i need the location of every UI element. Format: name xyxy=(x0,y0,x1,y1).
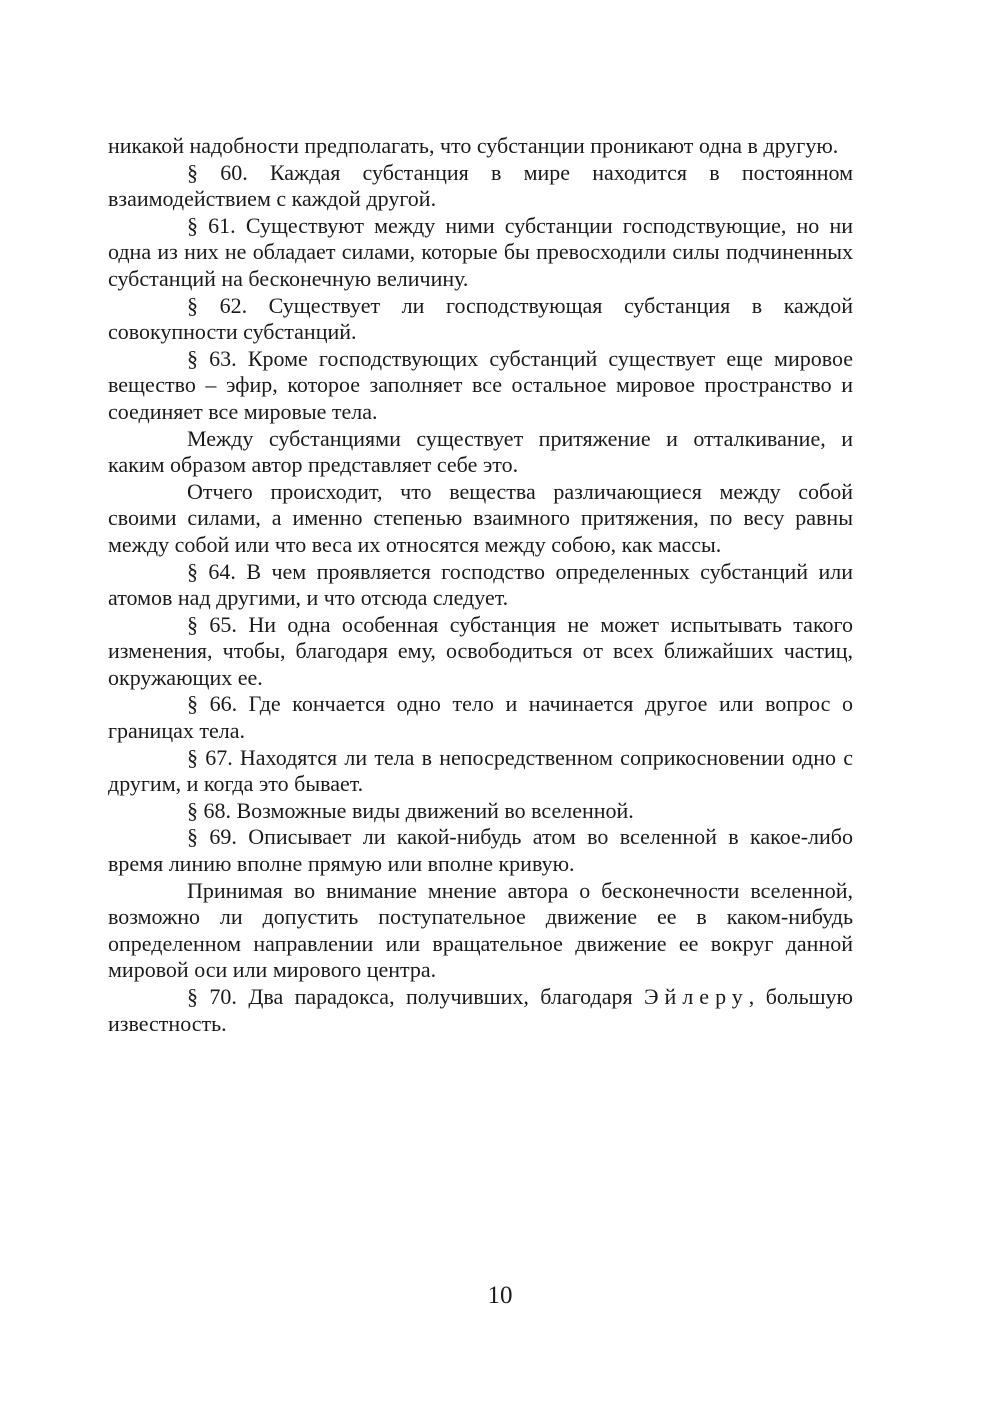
section-70-name-euler: Эйлеру xyxy=(644,984,749,1009)
paragraph-section-63: § 63. Кроме господствующих субстанций существует еще мировое вещество – эфир, которое заполняет все остальное мировое пространство и соединяет все мировые тела. xyxy=(108,345,853,424)
paragraph-section-66: § 66. Где кончается одно тело и начинается другое или вопрос о границах тела. xyxy=(108,691,853,744)
paragraph-section-67: § 67. Находятся ли тела в непосредственном соприкосновении одно с другим, и когда это бывает. xyxy=(108,744,853,797)
paragraph-section-60: § 60. Каждая субстанция в мире находится в постоянном взаимодействием с каждой другой. xyxy=(108,159,853,212)
paragraph-infinity-universe: Принимая во внимание мнение автора о бесконечности вселенной, возможно ли допустить поступательное движение ее в каком-нибудь определенном направлении или вращательное движение ее вокруг данной мировой оси или мирового центра. xyxy=(108,877,853,983)
paragraph-section-61: § 61. Существуют между ними субстанции господствующие, но ни одна из них не обладает силами, которые бы превосходили силы подчиненных субстанций на бесконечную величину. xyxy=(108,212,853,291)
document-body xyxy=(108,133,853,1037)
paragraph-section-62: § 62. Существует ли господствующая субстанция в каждой совокупности субстанций. xyxy=(108,292,853,345)
paragraph-attraction-repulsion: Между субстанциями существует притяжение и отталкивание, и каким образом автор представляет себе это. xyxy=(108,425,853,478)
paragraph-section-68: § 68. Возможные виды движений во вселенной. xyxy=(187,797,634,823)
paragraph-section-65: § 65. Ни одна особенная субстанция не может испытывать такого изменения, чтобы, благодаря ему, освободиться от всех ближайших частиц, окружающих ее. xyxy=(108,611,853,690)
section-70-text-after: , большую известность. xyxy=(108,984,853,1036)
paragraph-section-69: § 69. Описывает ли какой-нибудь атом во вселенной в какое-либо время линию вполне прямую или вполне кривую. xyxy=(108,824,853,877)
section-70-text-before: § 70. Два парадокса, получивших, благодаря xyxy=(187,984,645,1009)
paragraph-continuation: никакой надобности предполагать, что субстанции проникают одна в другую. xyxy=(108,133,839,158)
paragraph-section-64: § 64. В чем проявляется господство определенных субстанций или атомов над другими, и что отсюда следует. xyxy=(108,558,853,611)
paragraph-section-70 xyxy=(108,984,853,1037)
page-number: 10 xyxy=(487,1282,513,1309)
paragraph-weights-masses: Отчего происходит, что вещества различающиеся между собой своими силами, а именно степенью взаимного притяжения, по весу равны между собой или что веса их относятся между собою, как массы. xyxy=(108,478,853,557)
